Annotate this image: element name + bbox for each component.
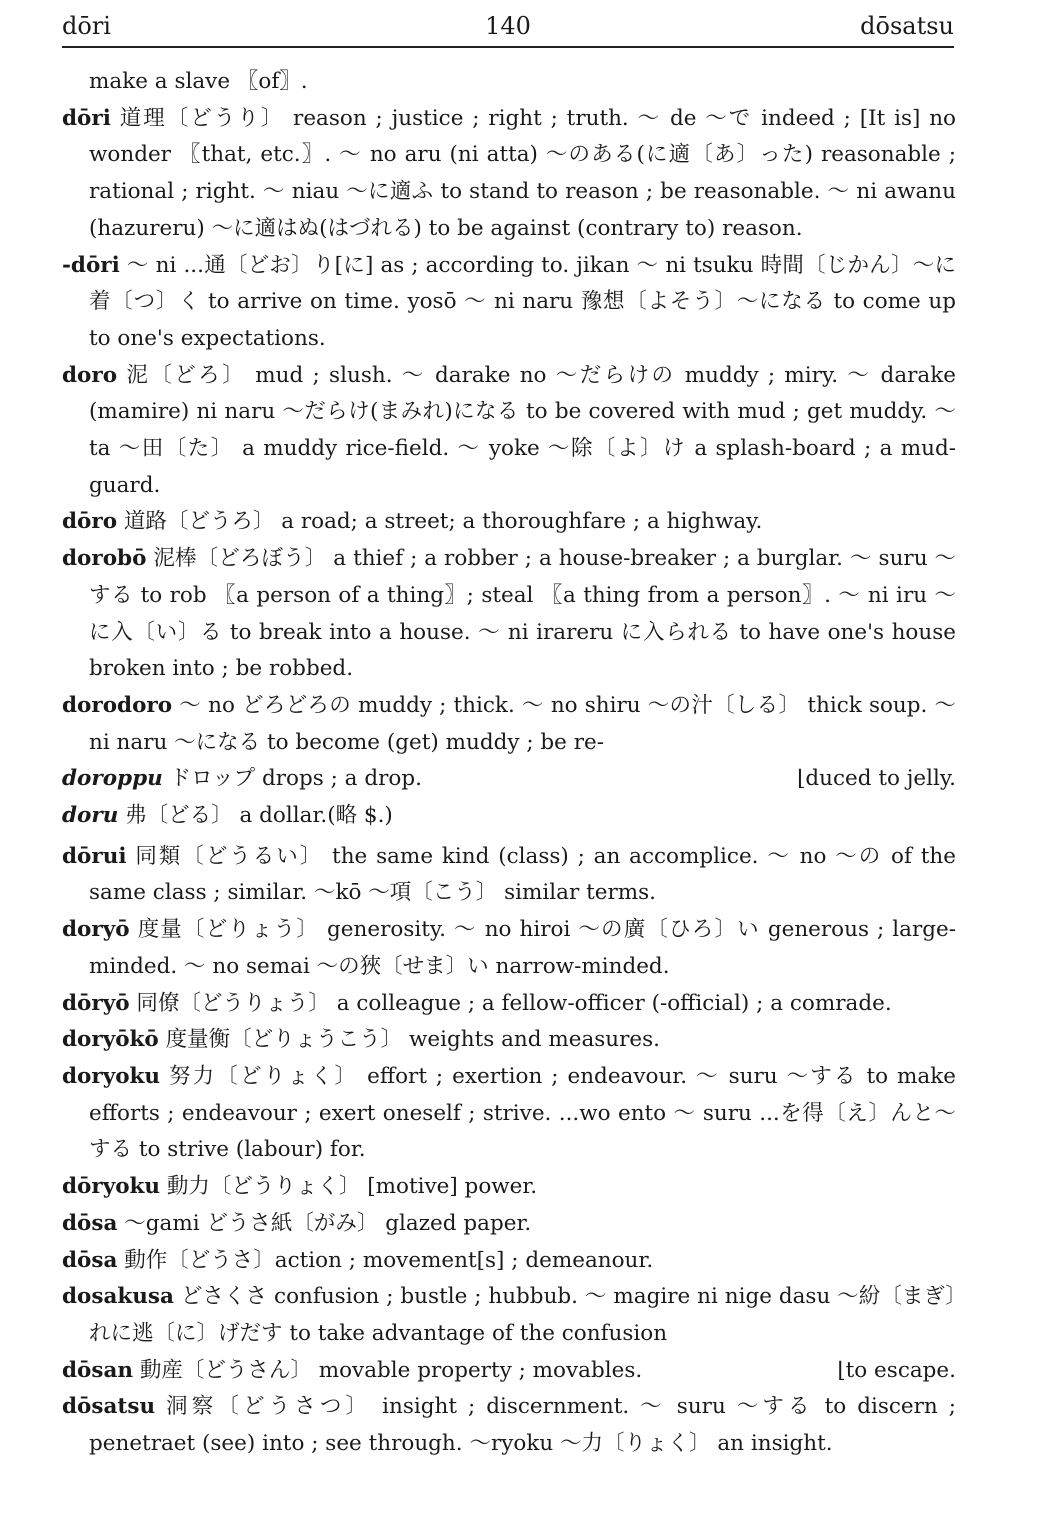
entry-headword: dōro — [62, 509, 118, 535]
dictionary-entry — [62, 1389, 956, 1462]
entry-text: 弗〔どる〕 a dollar.(略 $.) — [118, 803, 393, 829]
entry-text: ～gami どうさ紙〔がみ〕 glazed paper. — [117, 1210, 532, 1236]
entry-text: 努力〔どりょく〕 effort ; exertion ; endeavour. ～ suru ～する to make efforts ; endeavour ; exert oneself ; strive. ...wo ento ～ suru ...を得〔え〕んと～する to strive (labour) for. — [89, 1063, 956, 1163]
header-left-guide-word: dōri — [62, 12, 111, 40]
entry-text: ～ no どろどろの muddy ; thick. ～ no shiru ～の汁〔しる〕 thick soup. ～ ni naru ～になる to become (get) muddy ; be re- — [89, 692, 956, 755]
entry-text: どさくさ confusion ; bustle ; hubbub. ～ magire ni nige dasu ～紛〔まぎ〕れに逃〔に〕げだす to take advantage of the confusion — [89, 1284, 956, 1346]
dictionary-entry — [62, 248, 956, 358]
entry-text: ドロップ drops ; a drop. — [162, 766, 422, 792]
entry-headword: dōryoku — [62, 1174, 161, 1200]
entry-text: 動力〔どうりょく〕 [motive] power. — [160, 1174, 538, 1200]
dictionary-entry — [62, 1279, 956, 1352]
dictionary-body — [62, 64, 956, 1463]
entry-text: 泥棒〔どろぼう〕 a thief ; a robber ; a house-breaker ; a burglar. ～ suru ～する to rob 〖a person of a thing〗; steal 〖a thing from a person〗. ～ ni iru ～に入〔い〕る to break into a house. ～ ni irareru に入られる to have one's house broken into ; be robbed. — [89, 546, 956, 682]
dictionary-entry — [62, 912, 956, 985]
entry-headword: dōsatsu — [62, 1394, 156, 1420]
dictionary-entry — [62, 798, 956, 835]
entry-text: 同僚〔どうりょう〕 a colleague ; a fellow-officer (-official) ; a comrade. — [129, 990, 892, 1016]
entry-headword: dorobō — [62, 546, 147, 572]
entry-headword: dōryō — [62, 990, 130, 1016]
entry-headword: dōsa — [62, 1247, 118, 1273]
entry-headword: dōsa — [62, 1210, 118, 1236]
entry-headword: dorodoro — [62, 692, 173, 718]
dictionary-entry — [62, 504, 956, 541]
dictionary-entry — [62, 64, 956, 101]
entry-headword: dosakusa — [62, 1284, 174, 1310]
page-header — [62, 10, 954, 48]
entry-headword: doro — [62, 362, 118, 388]
dictionary-entry — [62, 1206, 956, 1243]
entry-continuation-tail: ⌊duced to jelly. — [796, 766, 956, 792]
dictionary-entry — [62, 1169, 956, 1206]
entry-text: 洞察〔どうさつ〕 insight ; discernment. ～ suru ～する to discern ; penetraet (see) into ; see through. ～ryoku ～力〔りょく〕 an insight. — [89, 1394, 956, 1457]
entry-text: 動産〔どうさん〕 movable property ; movables. — [133, 1357, 643, 1383]
dictionary-entry — [62, 1022, 956, 1059]
dictionary-entry — [62, 986, 956, 1023]
entry-continuation-tail: ⌊to escape. — [837, 1357, 956, 1383]
dictionary-entry — [62, 1243, 956, 1280]
entry-text: 動作〔どうさ〕action ; movement[s] ; demeanour. — [117, 1247, 654, 1273]
header-right-guide-word: dōsatsu — [860, 12, 954, 40]
entry-headword: doroppu — [62, 766, 163, 792]
dictionary-entry — [62, 101, 956, 248]
page-number: 140 — [485, 12, 531, 40]
dictionary-entry — [62, 688, 956, 761]
entry-text: 同類〔どうるい〕 the same kind (class) ; an accomplice. ～ no ～の of the same class ; similar. ～kō ～項〔こう〕 similar terms. — [89, 843, 956, 906]
entry-text: 道路〔どうろ〕 a road; a street; a thoroughfare ; a highway. — [117, 509, 763, 535]
dictionary-entry — [62, 761, 956, 798]
dictionary-entry — [62, 839, 956, 912]
entry-headword: -dōri — [62, 252, 120, 278]
entry-text: 道理〔どうり〕 reason ; justice ; right ; truth. ～ de ～で indeed ; [It is] no wonder 〖that, etc.〗. ～ no aru (ni atta) ～のある(に適〔あ〕った) reasonable ; rational ; right. ～ niau ～に適ふ to stand to reason ; be reasonable. ～ ni awanu (hazureru) ～に適はぬ(はづれる) to be against (contrary to) reason. — [89, 105, 956, 241]
entry-headword: doryōkō — [62, 1027, 159, 1053]
entry-headword: dōri — [62, 105, 111, 131]
entry-headword: dōrui — [62, 843, 127, 869]
entry-headword: dōsan — [62, 1357, 134, 1383]
entry-text: 度量〔どりょう〕 generosity. ～ no hiroi ～の廣〔ひろ〕い generous ; large-minded. ～ no semai ～の狹〔せま〕い narrow-minded. — [89, 917, 956, 979]
dictionary-entry — [62, 541, 956, 688]
dictionary-entry — [62, 1353, 956, 1390]
dictionary-entry — [62, 358, 956, 505]
entry-headword: doru — [62, 803, 119, 829]
entry-text: 度量衡〔どりょうこう〕 weights and measures. — [158, 1027, 661, 1053]
entry-headword: doryoku — [62, 1063, 161, 1089]
entry-text: 泥〔どろ〕 mud ; slush. ～ darake no ～だらけの muddy ; miry. ～ darake (mamire) ni naru ～だらけ(まみれ)になる to be covered with mud ; get muddy. ～ta ～田〔た〕 a muddy rice-field. ～ yoke ～除〔よ〕け a splash-board ; a mud-guard. — [89, 362, 956, 498]
entry-headword: doryō — [62, 917, 130, 943]
entry-text: ～ ni ...通〔どお〕り[に] as ; according to. jikan ～ ni tsuku 時間〔じかん〕～に着〔つ〕く to arrive on time. yosō ～ ni naru 豫想〔よそう〕～になる to come up to one's expectations. — [89, 252, 956, 351]
entry-text: make a slave 〖of〗. — [89, 69, 308, 94]
dictionary-entry — [62, 1059, 956, 1169]
